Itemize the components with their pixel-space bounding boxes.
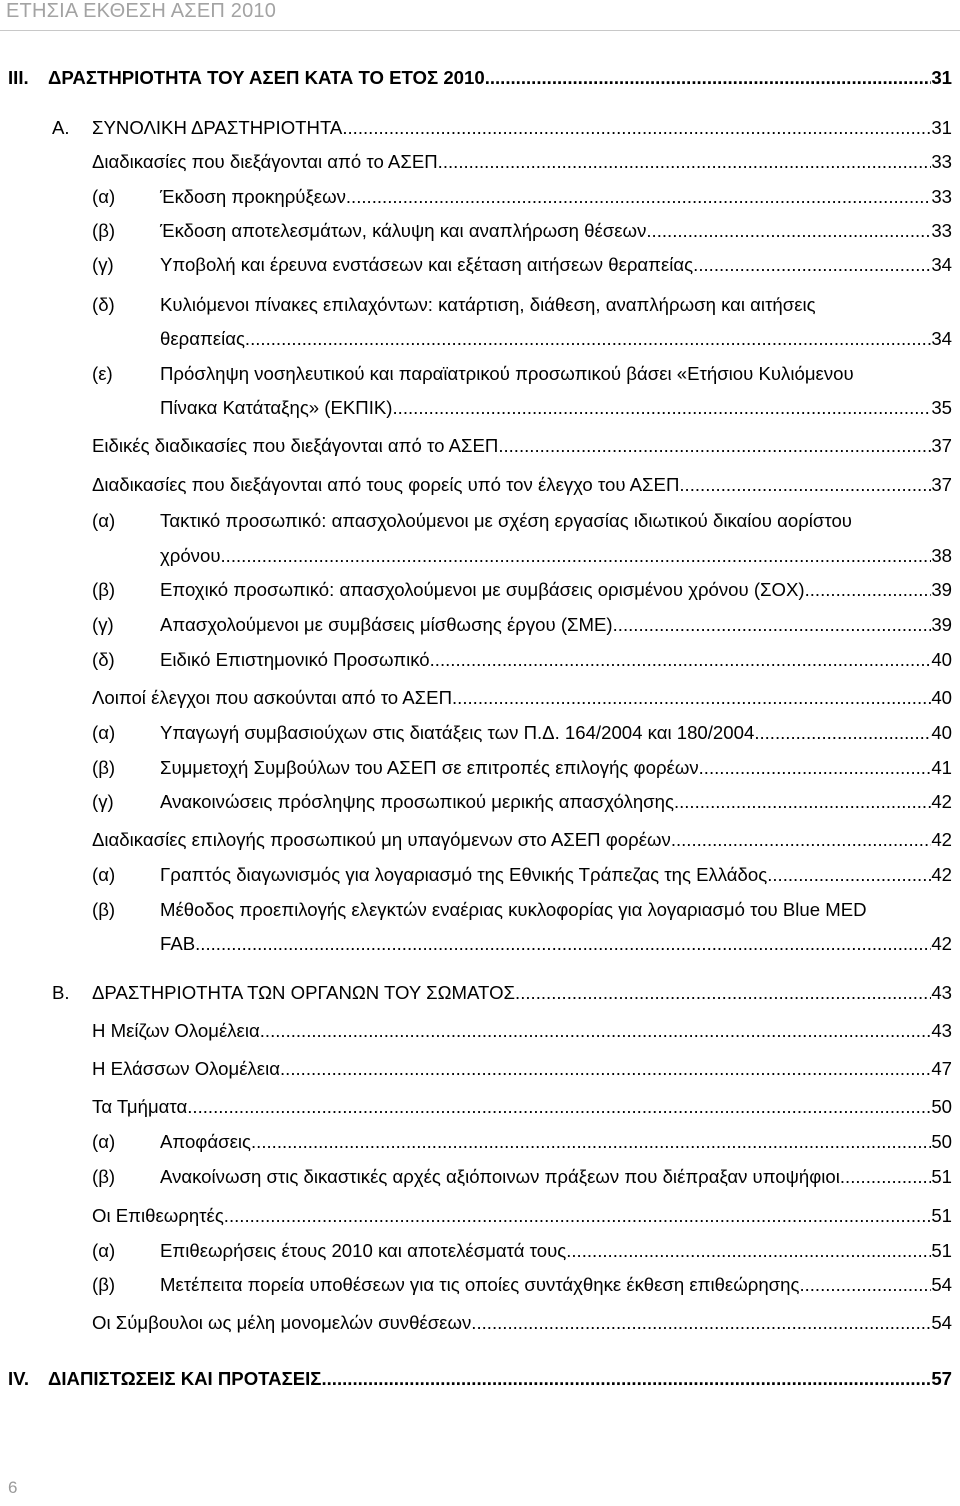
toc-entry-text: χρόνου bbox=[160, 545, 221, 566]
leader-dots bbox=[498, 436, 931, 456]
leader-dots bbox=[321, 1369, 931, 1389]
toc-entry-text: Έκδοση αποτελεσμάτων, κάλυψη και αναπλήρωση θέσεων bbox=[160, 220, 647, 241]
toc-entry-page: 42 bbox=[931, 791, 952, 812]
toc-entry[interactable] bbox=[52, 118, 952, 138]
toc-entry-page: 43 bbox=[931, 1020, 952, 1041]
toc-entry[interactable] bbox=[92, 475, 952, 495]
leader-dots bbox=[346, 187, 931, 207]
toc-entry[interactable] bbox=[92, 1167, 952, 1187]
toc-entry-text: ΣΥΝΟΛΙΚΗ ΔΡΑΣΤΗΡΙΟΤΗΤΑ bbox=[92, 117, 343, 138]
leader-dots bbox=[187, 1097, 931, 1117]
toc-entry[interactable] bbox=[92, 1059, 952, 1079]
toc-entry-page: 37 bbox=[931, 435, 952, 456]
toc-entry-page: 34 bbox=[931, 254, 952, 275]
toc-entry-text: Οι Σύμβουλοι ως μέλη μονομελών συνθέσεων bbox=[92, 1312, 472, 1333]
toc-entry-page: 54 bbox=[931, 1274, 952, 1295]
toc-entry-page: 51 bbox=[931, 1240, 952, 1261]
toc-entry-text: Διαδικασίες που διεξάγονται από το ΑΣΕΠ bbox=[92, 151, 438, 172]
toc-entry[interactable] bbox=[92, 1275, 952, 1295]
leader-dots bbox=[805, 580, 932, 600]
toc-entry-label: IV. bbox=[8, 1368, 30, 1389]
toc-entry[interactable] bbox=[92, 436, 952, 456]
toc-entry-page: 42 bbox=[931, 864, 952, 885]
leader-dots bbox=[840, 1167, 931, 1187]
toc-entry-continuation[interactable] bbox=[160, 546, 952, 566]
toc-entry-page: 40 bbox=[931, 649, 952, 670]
toc-entry[interactable] bbox=[92, 255, 952, 275]
toc-entry-page: 33 bbox=[931, 151, 952, 172]
toc-entry-text: Η Μείζων Ολομέλεια bbox=[92, 1020, 260, 1041]
toc-entry-label: (β) bbox=[92, 579, 116, 600]
toc-entry[interactable] bbox=[92, 221, 952, 241]
toc-entry-text: Αποφάσεις bbox=[160, 1131, 251, 1152]
leader-dots bbox=[674, 792, 931, 812]
toc-entry-page: 51 bbox=[931, 1205, 952, 1226]
toc-entry-text: Ανακοίνωση στις δικαστικές αρχές αξιόποινων πράξεων που διέπραξαν υποψήφιοι bbox=[160, 1166, 840, 1187]
toc-entry-continuation[interactable] bbox=[160, 934, 952, 954]
toc-entry[interactable] bbox=[92, 615, 952, 635]
leader-dots bbox=[438, 152, 932, 172]
leader-dots bbox=[613, 615, 932, 635]
leader-dots bbox=[671, 830, 932, 850]
toc-entry[interactable] bbox=[52, 983, 952, 1003]
toc-entry-label: (δ) bbox=[92, 294, 115, 315]
toc-entry[interactable] bbox=[92, 1132, 952, 1152]
leader-dots bbox=[566, 1241, 931, 1261]
toc-entry-page: 38 bbox=[931, 545, 952, 566]
leader-dots bbox=[245, 329, 931, 349]
toc-entry-page: 51 bbox=[931, 1166, 952, 1187]
toc-entry-text: θεραπείας bbox=[160, 328, 245, 349]
toc-entry-text: Διαδικασίες που διεξάγονται από τους φορείς υπό τον έλεγχο του ΑΣΕΠ bbox=[92, 474, 680, 495]
toc-entry-label: (β) bbox=[92, 1274, 116, 1295]
header-rule bbox=[0, 30, 960, 31]
toc-entry-text: ΔΡΑΣΤΗΡΙΟΤΗΤΑ ΤΩΝ ΟΡΓΑΝΩΝ ΤΟΥ ΣΩΜΑΤΟΣ bbox=[92, 982, 516, 1003]
toc-entry-page: 31 bbox=[931, 117, 952, 138]
toc-entry[interactable] bbox=[92, 650, 952, 670]
toc-entry-text: Πρόσληψη νοσηλευτικού και παραϊατρικού προσωπικού βάσει «Ετήσιου Κυλιόμενου bbox=[160, 363, 854, 384]
toc-entry-text: Ανακοινώσεις πρόσληψης προσωπικού μερικής απασχόλησης bbox=[160, 791, 674, 812]
toc-entry-page: 54 bbox=[931, 1312, 952, 1333]
toc-entry[interactable] bbox=[92, 830, 952, 850]
toc-entry-page: 35 bbox=[931, 397, 952, 418]
toc-entry[interactable] bbox=[8, 1369, 952, 1389]
toc-entry-page: 47 bbox=[931, 1058, 952, 1079]
toc-entry-text: Απασχολούμενοι με συμβάσεις μίσθωσης έργου (ΣΜΕ) bbox=[160, 614, 613, 635]
toc-entry-text: Γραπτός διαγωνισμός για λογαριασμό της Εθνικής Τράπεζας της Ελλάδος bbox=[160, 864, 768, 885]
leader-dots bbox=[393, 398, 932, 418]
leader-dots bbox=[280, 1059, 931, 1079]
toc-entry-label: (ε) bbox=[92, 363, 113, 384]
toc-entry-page: 50 bbox=[931, 1131, 952, 1152]
toc-entry-text: Συμμετοχή Συμβούλων του ΑΣΕΠ σε επιτροπές επιλογής φορέων bbox=[160, 757, 699, 778]
leader-dots bbox=[485, 68, 932, 88]
toc-entry-text: ΔΡΑΣΤΗΡΙΟΤΗΤΑ ΤΟΥ ΑΣΕΠ ΚΑΤΑ ΤΟ ΕΤΟΣ 2010 bbox=[48, 67, 485, 88]
toc-entry-label: (γ) bbox=[92, 791, 114, 812]
toc-entry-page: 43 bbox=[931, 982, 952, 1003]
toc-entry-page: 33 bbox=[931, 186, 952, 207]
leader-dots bbox=[220, 546, 931, 566]
toc-entry-text: Εποχικό προσωπικό: απασχολούμενοι με συμβάσεις ορισμένου χρόνου (ΣΟΧ) bbox=[160, 579, 805, 600]
toc-entry[interactable] bbox=[92, 580, 952, 600]
toc-entry-text: Κυλιόμενοι πίνακες επιλαχόντων: κατάρτιση, διάθεση, αναπλήρωση και αιτήσεις bbox=[160, 294, 816, 315]
toc-entry-label: Β. bbox=[52, 982, 70, 1003]
toc-entry-label: (α) bbox=[92, 722, 116, 743]
toc-entry-page: 57 bbox=[931, 1368, 952, 1389]
toc-entry-label: (α) bbox=[92, 1131, 116, 1152]
leader-dots bbox=[693, 255, 931, 275]
toc-entry-text: Τακτικό προσωπικό: απασχολούμενοι με σχέση εργασίας ιδιωτικού δικαίου αορίστου bbox=[160, 510, 852, 531]
toc-entry-text: Υπαγωγή συμβασιούχων στις διατάξεις των Π.Δ. 164/2004 και 180/2004 bbox=[160, 722, 755, 743]
leader-dots bbox=[251, 1132, 931, 1152]
toc-entry-continuation[interactable] bbox=[160, 329, 952, 349]
toc-entry[interactable] bbox=[92, 688, 952, 708]
toc-entry-label: (γ) bbox=[92, 614, 114, 635]
toc-entry-label: (α) bbox=[92, 510, 116, 531]
toc-entry-text: ΔΙΑΠΙΣΤΩΣΕΙΣ ΚΑΙ ΠΡΟΤΑΣΕΙΣ bbox=[48, 1368, 322, 1389]
leader-dots bbox=[679, 475, 931, 495]
toc-entry-label: (β) bbox=[92, 757, 116, 778]
toc-entry-label: (α) bbox=[92, 864, 116, 885]
running-header: ΕΤΗΣΙΑ ΕΚΘΕΣΗ ΑΣΕΠ 2010 bbox=[6, 0, 277, 22]
toc-entry-page: 50 bbox=[931, 1096, 952, 1117]
toc-entry-label: (β) bbox=[92, 899, 116, 920]
toc-entry-page: 42 bbox=[931, 829, 952, 850]
toc-entry[interactable] bbox=[92, 792, 952, 812]
toc-entry-page: 40 bbox=[931, 722, 952, 743]
toc-entry[interactable] bbox=[8, 68, 952, 88]
toc-entry-label: Α. bbox=[52, 117, 70, 138]
toc-entry[interactable] bbox=[92, 865, 952, 885]
leader-dots bbox=[195, 934, 931, 954]
toc-entry-text: Υποβολή και έρευνα ενστάσεων και εξέταση αιτήσεων θεραπείας bbox=[160, 254, 694, 275]
toc-entry-label: (α) bbox=[92, 186, 116, 207]
toc-entry-continuation[interactable] bbox=[160, 398, 952, 418]
leader-dots bbox=[515, 983, 931, 1003]
toc-entry[interactable] bbox=[92, 187, 952, 207]
toc-entry-label: (γ) bbox=[92, 254, 114, 275]
toc-entry-page: 39 bbox=[931, 614, 952, 635]
toc-entry-text: Πίνακα Κατάταξης» (ΕΚΠΙΚ) bbox=[160, 397, 393, 418]
toc-entry[interactable] bbox=[92, 723, 952, 743]
toc-entry-page: 33 bbox=[931, 220, 952, 241]
toc-entry-page: 41 bbox=[931, 757, 952, 778]
leader-dots bbox=[260, 1021, 932, 1041]
toc-entry[interactable] bbox=[92, 1313, 952, 1333]
toc-entry-text: Οι Επιθεωρητές bbox=[92, 1205, 224, 1226]
toc-entry-page: 40 bbox=[931, 687, 952, 708]
toc-entry-page: 37 bbox=[931, 474, 952, 495]
toc-entry[interactable] bbox=[92, 1206, 952, 1226]
toc-entry-label: (α) bbox=[92, 1240, 116, 1261]
toc-entry-text: Ειδικό Επιστημονικό Προσωπικό bbox=[160, 649, 430, 670]
leader-dots bbox=[646, 221, 931, 241]
leader-dots bbox=[342, 118, 931, 138]
page-number: 6 bbox=[8, 1478, 18, 1497]
toc-entry-text: Λοιποί έλεγχοι που ασκούνται από το ΑΣΕΠ bbox=[92, 687, 453, 708]
toc-entry-label: (β) bbox=[92, 1166, 116, 1187]
toc-entry-text: Τα Τμήματα bbox=[92, 1096, 188, 1117]
leader-dots bbox=[471, 1313, 931, 1333]
leader-dots bbox=[452, 688, 931, 708]
toc-entry-text: Η Ελάσσων Ολομέλεια bbox=[92, 1058, 280, 1079]
leader-dots bbox=[224, 1206, 932, 1226]
toc-entry-label: III. bbox=[8, 67, 29, 88]
toc-entry-text: Μέθοδος προεπιλογής ελεγκτών εναέριας κυκλοφορίας για λογαριασμό του Blue MED bbox=[160, 899, 867, 920]
toc-entry[interactable] bbox=[92, 758, 952, 778]
toc-entry[interactable] bbox=[92, 152, 952, 172]
leader-dots bbox=[767, 865, 931, 885]
toc-entry[interactable] bbox=[92, 1021, 952, 1041]
leader-dots bbox=[699, 758, 932, 778]
toc-entry-page: 34 bbox=[931, 328, 952, 349]
leader-dots bbox=[754, 723, 931, 743]
toc-entry[interactable] bbox=[92, 1241, 952, 1261]
toc-entry-label: (δ) bbox=[92, 649, 115, 670]
toc-entry-text: Έκδοση προκηρύξεων bbox=[160, 186, 346, 207]
toc-entry-page: 42 bbox=[931, 933, 952, 954]
toc-entry-page: 31 bbox=[931, 67, 952, 88]
toc-entry-text: FAB bbox=[160, 933, 196, 954]
toc-entry-text: Ειδικές διαδικασίες που διεξάγονται από το ΑΣΕΠ bbox=[92, 435, 499, 456]
leader-dots bbox=[430, 650, 932, 670]
toc-entry[interactable] bbox=[92, 1097, 952, 1117]
leader-dots bbox=[799, 1275, 931, 1295]
toc-entry-text: Επιθεωρήσεις έτους 2010 και αποτελέσματά τους bbox=[160, 1240, 567, 1261]
toc-entry-page: 39 bbox=[931, 579, 952, 600]
toc-entry-label: (β) bbox=[92, 220, 116, 241]
toc-entry-text: Διαδικασίες επιλογής προσωπικού μη υπαγόμενων στο ΑΣΕΠ φορέων bbox=[92, 829, 671, 850]
toc-entry-text: Μετέπειτα πορεία υποθέσεων για τις οποίες συντάχθηκε έκθεση επιθεώρησης bbox=[160, 1274, 800, 1295]
